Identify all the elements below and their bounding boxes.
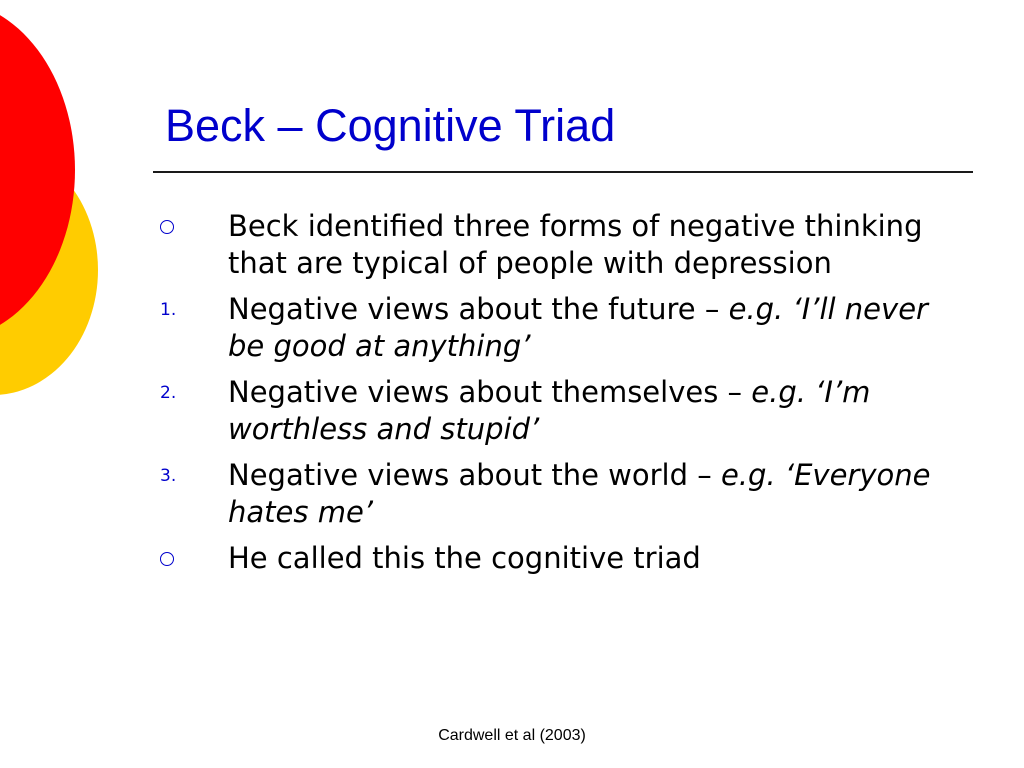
list-item-number: 2.: [160, 383, 177, 403]
list-item-world: [160, 457, 970, 531]
list-item-text: He called this the cognitive triad: [228, 541, 701, 575]
list-item-text: Beck identified three forms of negative thinking that are typical of people with depression: [228, 209, 923, 280]
list-item-conclusion: [160, 540, 970, 577]
list-item-number: 1.: [160, 300, 177, 320]
list-item-text: Negative views about the future –: [228, 292, 729, 326]
hollow-circle-bullet-icon: [160, 552, 174, 566]
list-item-text: Negative views about themselves –: [228, 375, 752, 409]
list-item-future: [160, 291, 970, 365]
list-item-example: e.g. ‘I’ll never be good at anything’: [228, 292, 928, 363]
title-divider: [153, 171, 973, 173]
list-item-example: e.g. ‘I’m worthless and stupid’: [228, 375, 871, 446]
slide-body-list: [160, 208, 970, 586]
source-citation: Cardwell et al (2003): [438, 727, 586, 744]
list-item-self: [160, 374, 970, 448]
slide-title: Beck – Cognitive Triad: [165, 100, 616, 151]
list-item-text: Negative views about the world –: [228, 458, 721, 492]
list-item-example: e.g. ‘Everyone hates me’: [228, 458, 931, 529]
list-item-intro: [160, 208, 970, 282]
hollow-circle-bullet-icon: [160, 220, 174, 234]
list-item-number: 3.: [160, 466, 177, 486]
